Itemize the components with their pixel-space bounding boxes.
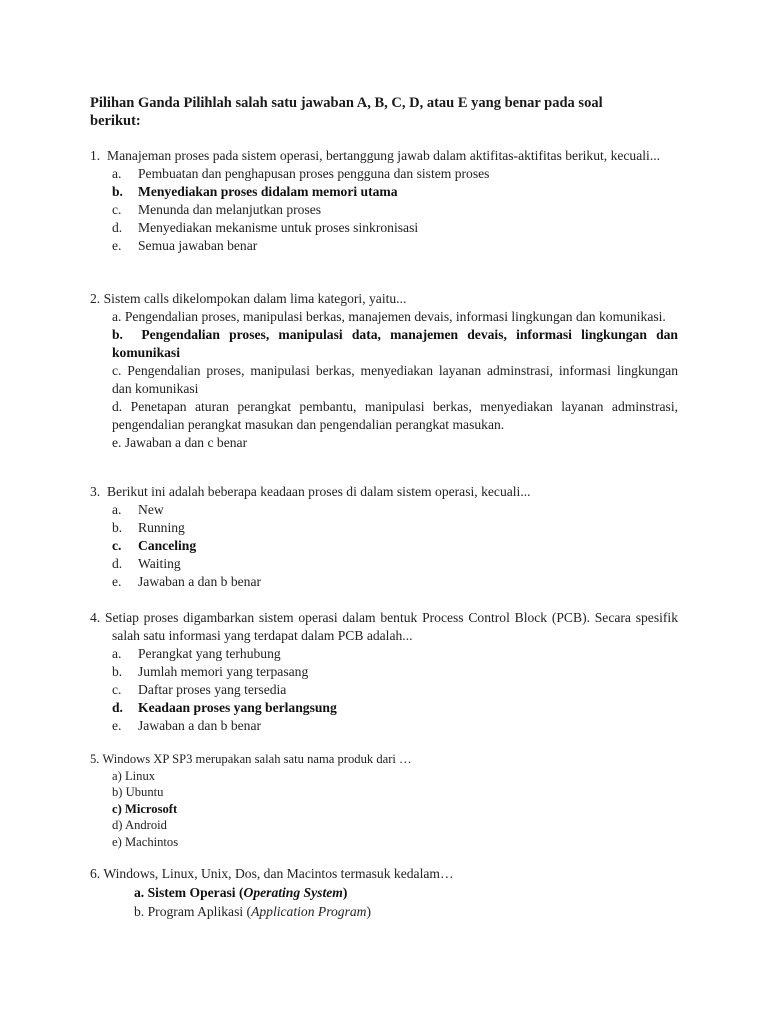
question-6-text: 6. Windows, Linux, Unix, Dos, dan Macintos termasuk kedalam… bbox=[90, 866, 454, 881]
option-2d[interactable]: d. Penetapan aturan perangkat pembantu, manipulasi berkas, menyediakan layanan adminstrasi, pengendalian perangkat masukan dan pengendalian perangkat masukan. bbox=[112, 399, 678, 432]
question-6 bbox=[90, 864, 678, 921]
question-4 bbox=[90, 609, 678, 735]
option-4e[interactable]: e. Jawaban a dan b benar bbox=[112, 718, 262, 733]
heading-line-1: Pilihan Ganda Pilihlah salah satu jawaban A, B, C, D, atau E yang benar pada soal bbox=[90, 95, 603, 111]
question-2-options bbox=[90, 308, 678, 452]
question-5-options bbox=[90, 768, 678, 851]
question-4-options bbox=[90, 645, 678, 735]
option-2c[interactable]: c. Pengendalian proses, manipulasi berkas, menyediakan layanan adminstrasi, informasi lingkungan dan komunikasi bbox=[112, 363, 678, 396]
option-1e[interactable]: e. Semua jawaban benar bbox=[112, 238, 258, 253]
option-4b[interactable]: b. Jumlah memori yang terpasang bbox=[112, 664, 309, 679]
option-5b[interactable]: b) Ubuntu bbox=[112, 785, 164, 800]
option-1c[interactable]: c. Menunda dan melanjutkan proses bbox=[112, 202, 322, 217]
question-2-text: 2. Sistem calls dikelompokan dalam lima kategori, yaitu... bbox=[90, 291, 407, 306]
question-4-text: 4. Setiap proses digambarkan sistem operasi dalam bentuk Process Control Block (PCB). Secara spesifik salah satu informasi yang terdapat dalam PCB adalah... bbox=[90, 610, 678, 643]
option-3b[interactable]: b. Running bbox=[112, 520, 185, 535]
question-3-text: 3. Berikut ini adalah beberapa keadaan proses di dalam sistem operasi, kecuali... bbox=[90, 484, 531, 499]
instructions-heading bbox=[90, 94, 650, 130]
option-5c-correct[interactable]: c) Microsoft bbox=[112, 801, 178, 816]
option-1d[interactable]: d. Menyediakan mekanisme untuk proses sinkronisasi bbox=[112, 220, 419, 235]
question-1-options bbox=[90, 165, 678, 255]
heading-line-2: berikut: bbox=[90, 113, 141, 129]
option-3e[interactable]: e. Jawaban a dan b benar bbox=[112, 574, 262, 589]
question-1-text: 1. Manajeman proses pada sistem operasi, bertanggung jawab dalam aktifitas-aktifitas berikut, kecuali... bbox=[90, 148, 661, 163]
option-3c-correct[interactable]: c. Canceling bbox=[112, 538, 197, 553]
option-3d[interactable]: d. Waiting bbox=[112, 556, 181, 571]
question-1 bbox=[90, 147, 678, 255]
option-2a[interactable]: a. Pengendalian proses, manipulasi berkas, manajemen devais, informasi lingkungan dan komunikasi. bbox=[112, 309, 666, 324]
option-4d-correct[interactable]: d. Keadaan proses yang berlangsung bbox=[112, 700, 337, 715]
option-3a[interactable]: a. New bbox=[112, 502, 164, 517]
option-2e[interactable]: e. Jawaban a dan c benar bbox=[112, 435, 248, 450]
option-5a[interactable]: a) Linux bbox=[112, 768, 156, 783]
option-5d[interactable]: d) Android bbox=[112, 818, 167, 833]
question-5-text: 5. Windows XP SP3 merupakan salah satu nama produk dari … bbox=[90, 752, 412, 766]
option-4c[interactable]: c. Daftar proses yang tersedia bbox=[112, 682, 287, 697]
option-1b-correct[interactable]: b. Menyediakan proses didalam memori utama bbox=[112, 184, 398, 199]
question-3-options bbox=[90, 501, 678, 591]
question-3 bbox=[90, 483, 678, 591]
option-6a-correct[interactable]: a. Sistem Operasi (Operating System) bbox=[134, 885, 348, 900]
question-5 bbox=[90, 751, 678, 851]
option-1a[interactable]: a. Pembuatan dan penghapusan proses pengguna dan sistem proses bbox=[112, 166, 490, 181]
question-2 bbox=[90, 290, 678, 452]
option-2b-correct[interactable]: b. Pengendalian proses, manipulasi data, manajemen devais, informasi lingkungan dan komunikasi bbox=[112, 327, 678, 360]
option-6b[interactable]: b. Program Aplikasi (Application Program) bbox=[134, 904, 372, 919]
option-5e[interactable]: e) Machintos bbox=[112, 834, 179, 849]
option-4a[interactable]: a. Perangkat yang terhubung bbox=[112, 646, 281, 661]
